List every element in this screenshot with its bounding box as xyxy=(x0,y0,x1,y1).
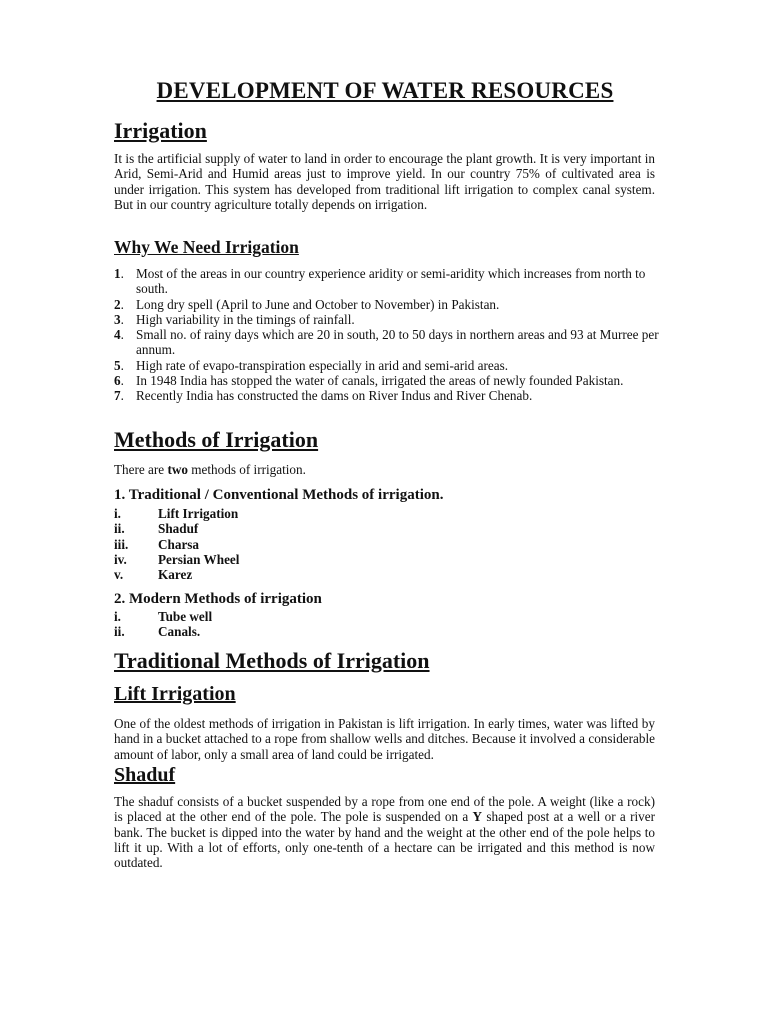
list-item xyxy=(114,624,414,639)
heading-why-need-irrigation: Why We Need Irrigation xyxy=(114,237,299,257)
why-list xyxy=(114,266,659,404)
list-text: Recently India has constructed the dams on River Indus and River Chenab. xyxy=(136,388,533,404)
methods-intro-bold: two xyxy=(167,462,188,477)
list-item: 3. High variability in the timings of rainfall. xyxy=(114,312,659,327)
document-title: DEVELOPMENT OF WATER RESOURCES xyxy=(156,78,614,103)
list-text: Tube well xyxy=(158,609,213,624)
heading-shaduf: Shaduf xyxy=(114,764,176,786)
heading-methods-of-irrigation: Methods of Irrigation xyxy=(114,427,319,452)
list-number: i. xyxy=(114,506,121,521)
list-number: ii. xyxy=(114,521,125,537)
list-item xyxy=(114,609,414,624)
list-item: 2. Long dry spell (April to June and October to November) in Pakistan. xyxy=(114,297,659,312)
paragraph-irrigation-text: It is the artificial supply of water to land in order to encourage the plant growth. It is very important in Arid, Semi-Arid and Humid areas just to improve yield. In our country 75% of cultivated area is under irrigation. This system has developed from traditional lift irrigation to complex canal system. But in our country agriculture totally depends on irrigation. xyxy=(114,151,655,212)
list-text: In 1948 India has stopped the water of canals, irrigated the areas of newly founded Pakistan. xyxy=(136,373,624,389)
list-item xyxy=(114,567,414,582)
list-item xyxy=(114,552,414,567)
list-text: Shaduf xyxy=(158,521,199,537)
list-item: 7. Recently India has constructed the dams on River Indus and River Chenab. xyxy=(114,388,659,403)
list-number: 2 xyxy=(114,296,121,312)
list-item xyxy=(114,506,414,521)
list-number: v. xyxy=(114,567,124,583)
list-number: i. xyxy=(114,609,121,624)
list-number: 1 xyxy=(114,266,121,281)
heading-irrigation: Irrigation xyxy=(114,118,207,143)
list-number: ii. xyxy=(114,624,125,640)
shaduf-text-pre: The shaduf consists of a bucket suspended by a rope from one end of the pole. A weight (like a rock) is placed at the other end of the pole. The pole is suspended on a xyxy=(114,794,655,825)
list-text: Charsa xyxy=(158,536,200,552)
heading-modern-methods-list: 2. Modern Methods of irrigation xyxy=(114,591,322,607)
shaduf-text-bold: Y xyxy=(472,809,483,825)
shaduf-text-post: shaped post at a well or a river bank. The bucket is dipped into the water by hand and the weight at the other end of the pole helps to lift it up. With a lot of efforts, only one-tenth of a hectare can be irrigated and this method is now outdated. xyxy=(114,809,655,871)
list-text: Canals. xyxy=(158,624,201,640)
list-text: Persian Wheel xyxy=(158,551,240,567)
list-item: 5. High rate of evapo-transpiration especially in arid and semi-arid areas. xyxy=(114,358,659,373)
methods-intro-post: methods of irrigation. xyxy=(187,462,306,477)
list-number: iii. xyxy=(114,536,129,552)
heading-traditional-methods: Traditional Methods of Irrigation xyxy=(114,648,430,673)
paragraph-irrigation xyxy=(114,151,655,212)
list-number: 5 xyxy=(114,357,121,373)
list-text: Most of the areas in our country experience aridity or semi-aridity which increases from north to south. xyxy=(136,266,646,297)
list-item: 6. In 1948 India has stopped the water of canals, irrigated the areas of newly founded Pakistan. xyxy=(114,373,659,388)
list-number: 4 xyxy=(114,327,121,343)
list-number: 3 xyxy=(114,311,121,327)
list-text: High rate of evapo-transpiration especially in arid and semi-arid areas. xyxy=(136,357,509,373)
list-text: Karez xyxy=(158,567,193,583)
modern-methods-list xyxy=(114,609,414,640)
methods-intro-pre: There are xyxy=(114,462,168,477)
paragraph-methods-intro xyxy=(114,462,655,477)
list-text: Small no. of rainy days which are 20 in south, 20 to 50 days in northern areas and 93 at Murree per annum. xyxy=(136,327,659,358)
paragraph-shaduf xyxy=(114,794,655,870)
list-number: iv. xyxy=(114,551,127,567)
list-number: 6 xyxy=(114,373,121,389)
heading-lift-irrigation: Lift Irrigation xyxy=(114,683,236,705)
list-item: 4. Small no. of rainy days which are 20 in south, 20 to 50 days in northern areas and 93 at Murree per annum. xyxy=(114,327,659,358)
list-item xyxy=(114,521,414,536)
list-item: 1. Most of the areas in our country experience aridity or semi-aridity which increases from north to south. xyxy=(114,266,659,297)
list-number: 7 xyxy=(114,388,121,404)
paragraph-lift-irrigation xyxy=(114,716,655,762)
list-text: Long dry spell (April to June and October to November) in Pakistan. xyxy=(136,296,500,312)
list-item xyxy=(114,537,414,552)
heading-traditional-methods-list: 1. Traditional / Conventional Methods of irrigation. xyxy=(114,487,444,503)
paragraph-lift-irrigation-text: One of the oldest methods of irrigation in Pakistan is lift irrigation. In early times, water was lifted by hand in a bucket attached to a rope from shallow wells and ditches. Because it involved a considerable amount of labor, only a small area of land could be irrigated. xyxy=(114,716,655,762)
traditional-methods-list xyxy=(114,506,414,582)
list-text: High variability in the timings of rainfall. xyxy=(136,311,355,327)
list-text: Lift Irrigation xyxy=(158,506,239,521)
